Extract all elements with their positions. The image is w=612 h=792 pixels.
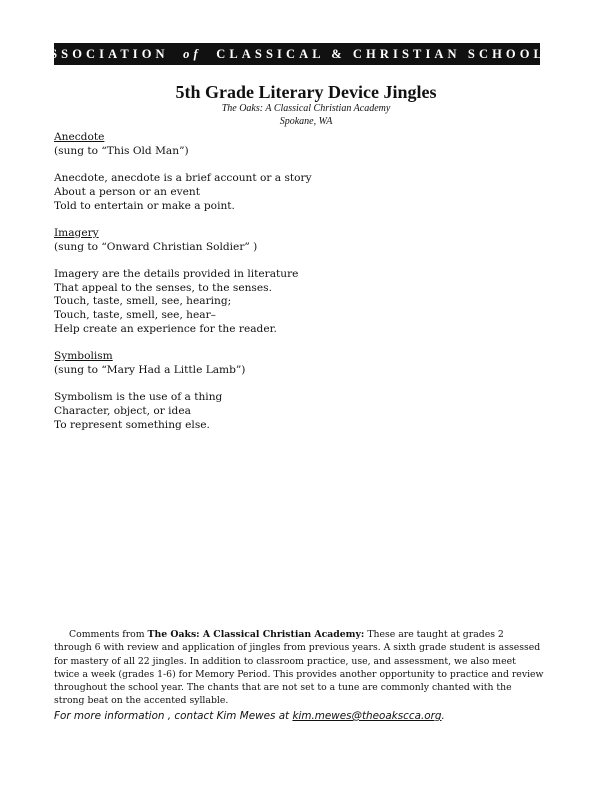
jingle-tune: (sung to “Mary Had a Little Lamb”) — [54, 363, 246, 376]
association-banner — [36, 43, 558, 65]
jingles-content — [54, 131, 554, 446]
jingle-line: To represent something else. — [54, 418, 210, 431]
school-name: The Oaks: A Classical Christian Academy — [221, 103, 391, 114]
jingle-line: Character, object, or idea — [54, 404, 191, 417]
page-title: 5th Grade Literary Device Jingles — [175, 82, 437, 102]
footer-text: For more information , contact Kim Mewes at — [54, 710, 293, 722]
comments-body: These are taught at grades 2 through 6 with review and application of jingles from previous years. A sixth grade student is assessed for mastery of all 22 jingles. In addition to classroom practice, use, and assessment, we also meet twice a week (grades 1-6) for Memory Period. This provides another opportunity to practice and review throughout the school year. The chants that are not set to a tune are commonly chanted with the strong beat on the accented syllable. — [54, 629, 544, 707]
jingle-line: Told to entertain or make a point. — [54, 199, 235, 212]
comments-intro: Comments from — [69, 629, 148, 640]
comments-paragraph — [54, 628, 544, 708]
jingle-tune: (sung to “This Old Man”) — [54, 144, 189, 157]
jingle-line: That appeal to the senses, to the senses. — [54, 281, 272, 294]
jingle-line: Touch, taste, smell, see, hear– — [54, 309, 216, 322]
footer-end: . — [441, 710, 445, 722]
jingle-anecdote — [54, 131, 554, 213]
jingle-line: Anecdote, anecdote is a brief account or a story — [54, 172, 312, 185]
jingle-line: Imagery are the details provided in literature — [54, 267, 299, 280]
jingle-symbolism — [54, 350, 554, 432]
jingle-imagery — [54, 227, 554, 337]
contact-footer — [54, 710, 554, 722]
banner-part-3: CLASSICAL & CHRISTIAN SCHOOLS — [216, 46, 558, 61]
jingle-heading: Symbolism — [54, 350, 113, 363]
contact-email-link[interactable]: kim.mewes@theoakscca.org — [292, 710, 442, 722]
jingle-line: Touch, taste, smell, see, hearing; — [54, 295, 232, 308]
banner-part-2: of — [183, 46, 202, 61]
jingle-tune: (sung to “Onward Christian Soldier” ) — [54, 240, 258, 253]
banner-part-1: ASSOCIATION — [36, 46, 169, 61]
school-location: Spokane, WA — [279, 116, 333, 127]
jingle-line: Help create an experience for the reader. — [54, 322, 277, 335]
comments-school: The Oaks: A Classical Christian Academy: — [147, 629, 365, 640]
jingle-line: Symbolism is the use of a thing — [54, 391, 223, 404]
jingle-heading: Imagery — [54, 226, 99, 239]
jingle-heading: Anecdote — [54, 131, 105, 143]
jingle-line: About a person or an event — [54, 185, 200, 198]
